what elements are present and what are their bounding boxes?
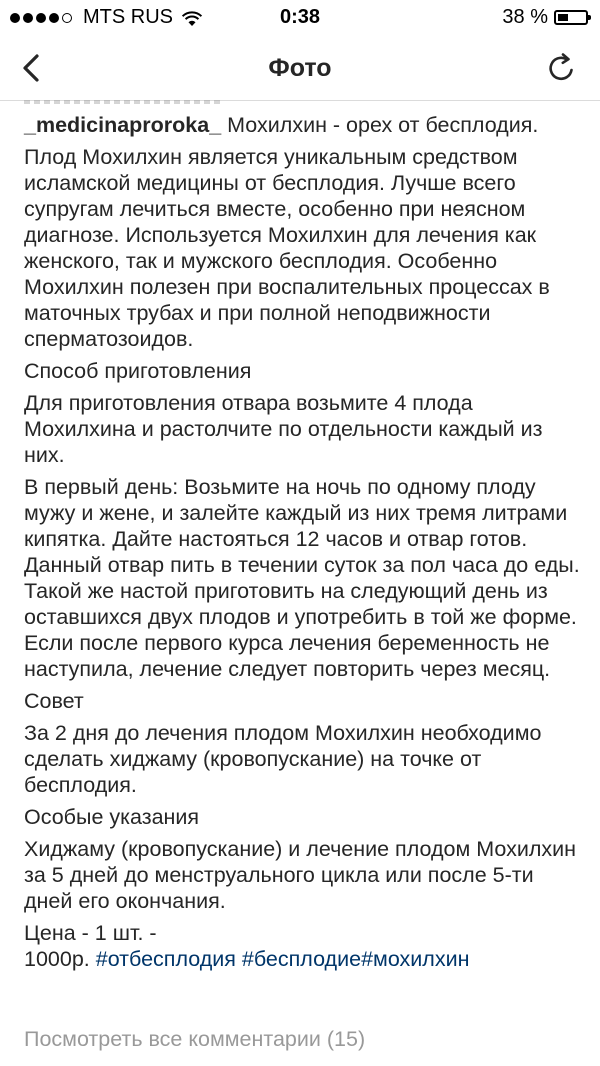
refresh-button[interactable] (544, 50, 580, 86)
post-caption (24, 112, 580, 972)
price-line-2: 1000р. (24, 947, 96, 971)
caption-heading-advice: Совет (24, 689, 84, 713)
page-title: Фото (268, 54, 332, 82)
hashtag-link[interactable]: #отбесплодия (95, 947, 236, 971)
status-time: 0:38 (279, 6, 321, 28)
caption-paragraph: Для приготовления отвара возьмите 4 плода Мохилхина и растолчите по отдельности каждый из них. (24, 391, 543, 467)
caption-paragraph: Хиджаму (кровопускание) и лечение плодом Мохилхин за 5 дней до менструального цикла или после 5-ти дней его окончания. (24, 837, 577, 913)
hashtag-link[interactable]: #мохилхин (361, 947, 470, 971)
caption-price (24, 920, 580, 972)
status-bar (0, 0, 600, 36)
nav-bar (0, 36, 600, 101)
caption-intro (24, 112, 580, 138)
previous-content-edge (24, 100, 224, 104)
hashtag-link[interactable]: #бесплодие (241, 947, 362, 971)
view-all-comments-link[interactable]: Посмотреть все комментарии (15) (24, 1027, 366, 1051)
caption-heading-special: Особые указания (24, 805, 200, 829)
username-link[interactable]: _medicinaproroka_ (24, 113, 222, 137)
battery-percent: 38 % (502, 6, 548, 28)
battery-fill (558, 14, 568, 21)
caption-paragraph: В первый день: Возьмите на ночь по одному плоду мужу и жене, и залейте каждый из них тремя литрами кипятка. Дайте настояться 12 часов и отвар готов. Данный отвар пить в течении суток за пол часа до еды. Такой же настой приготовить на следующий день из оставшихся двух плодов и употребить в той же форме. Если после первого курса лечения беременность не наступила, лечение следует повторить через месяц. (24, 475, 580, 681)
price-line-1: Цена - 1 шт. - (24, 921, 157, 945)
status-right (502, 6, 588, 29)
caption-intro-text: Мохилхин - орех от бесплодия. (221, 113, 539, 137)
carrier-name: MTS RUS (83, 6, 173, 28)
battery-icon (554, 10, 588, 25)
caption-paragraph: Плод Мохилхин является уникальным средством исламской медицины от бесплодия. Лучше всего супругам лечиться вместе, особенно при неясном диагнозе. Используется Мохилхин для лечения как женского, так и мужского бесплодия. Особенно Мохилхин полезен при воспалительных процессах в маточных трубах и при полной неподвижности сперматозоидов. (24, 145, 550, 351)
refresh-icon (544, 50, 580, 86)
caption-paragraph: За 2 дня до лечения плодом Мохилхин необходимо сделать хиджаму (кровопускание) на точке от бесплодия. (24, 721, 542, 797)
caption-heading-preparation: Способ приготовления (24, 359, 252, 383)
